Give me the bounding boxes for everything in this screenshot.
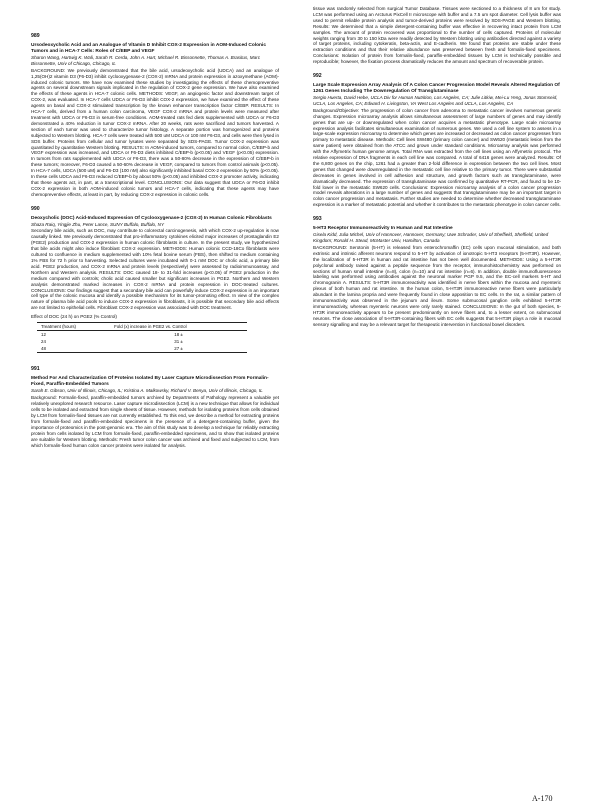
page-number: A-170 xyxy=(532,794,553,803)
abstract-number: 993 xyxy=(313,216,322,223)
abstract-991-continued xyxy=(313,6,561,65)
abstract-title: Ursodeoxycholic Acid and an Analogue of Vitamin D Inhibit COX-2 Expression in AOM-Induced Colonic Tumors and in HCA-7 Cells: Roles of C/EBP and VEGF xyxy=(31,42,266,54)
abstract-989 xyxy=(31,34,279,198)
table-row xyxy=(37,331,247,339)
abstract-number: 989 xyxy=(31,33,40,39)
table-cell: 48 xyxy=(41,345,46,351)
abstract-authors: Shaza Raiq, Yingjie Zhu, Peter Lance, SUNY Buffalo, Buffalo, NY xyxy=(31,221,165,227)
right-column xyxy=(313,6,561,337)
abstract-body: BACKGROUND: Serotonin (5-HT) is released from enterochromaffin (EC) cells upon mucosal stimulation, and both extrinsic and intrinsic afferent neurons respond to 5-HT by activation of ionotropic 5-HT3 receptors (5-HT3R). However, the localization of 5-HT3R in human and rat intestine has not been well documented. METHODS: Using a 5-HT3R polyclonal antibody raised against a peptide sequence from the receptor, immunohistochemistry was performed on sections of human small intestine (n=8), colon (n=10) and rat intestine (n=6). In addition, double immunofluorescence labeling was performed using antibodies against the neuronal marker PGP 9.5, and the EC-cell markers 5-HT and chromogranin A. RESULTS: 5-HT3R immunoreactivity was identified in nerve fibers within the mucosa and myenteric plexus of both human and rat intestine. In the human colon, 5-HT3R immunoreactive nerve fibers were particularly abundant in the lamina propria and were frequently found in close apposition to EC cells. In the rat, a similar pattern of immunoreactivity was observed in the jejunum and ileum. Some submucosal ganglion cells exhibited 5-HT3R immunoreactivity, whereas myenteric neurons were only rarely stained. CONCLUSIONS: In the gut of both species, 5-HT3R immunoreactivity appears to be present predominantly on nerve fibers and, to a lesser extent, on submucosal neurons. The close association of 5-HT3R-containing fibers with EC cells suggests that 5-HT3R plays a role in mucosal sensory signalling and may be a relevant target for therapeutic intervention in functional bowel disorders. xyxy=(313,244,561,327)
abstract-authors: Sergio Huerta, David Hebe, UCLA Div for Human Nutrition, Los Angeles, CA; Julie Litkiw, Mei-Lu Yeng, Jonas Stomseid, UCLA, Los Angeles, CA; Edward H. Livingston, VA West Los Angeles and UCLA, Los Angeles, CA xyxy=(313,94,558,106)
abstract-body: Background/Objective: The progression of colon cancer from adenoma to metastatic cancer involves numerous genetic changes. Expression microarray analysis allows simultaneous assessment of large numbers of genes and may identify genes that are up- or downregulated when colon cancer acquires a metastatic phenotype. Large scale microarray expression analysis facilitates simultaneous examination of numerous genes. We used a cell line system to assess in a large-scale expression microarray to determine which genes are increased or decreased as colon cancer progresses from primary to metastatic disease. Methods: Cell lines SW480 (primary colon cancer) and SW620 (metastatic lesion from the same patient) were obtained from the ATCC and grown under standard conditions. Microarray analysis was performed with the Affymetrix human genome arrays. Total RNA was extracted from the cell lines using an Affymetrix protocol. The relative expression of DNA fragments in each cell line was compared. A total of 6416 genes were analyzed. Results: Of the 6,800 genes on the chip, 1261 had a greater than 2-fold difference in expression between the two cell lines. Most genes that changed were downregulated in the metastatic cell line relative to the primary tumor. There were substantial decreases in genes involved in cell adhesion and structure, and growth factors such as transglutaminase, were dramatically decreased. The expression of transglutaminase was confirmed by quantitative RT-PCR, and found to be 10-fold lower in the metastatic SW620 cells. Conclusions: Expression microarray analysis of a colon cancer progression model reveals alterations in a large number of genes and suggests that transglutaminase may be an important target in colon cancer progression and metastasis. Further studies are needed to determine whether decreased transglutaminase expression is a marker of metastatic potential and whether it contributes to the metastatic phenotype in colon cancer cells. xyxy=(313,107,561,208)
table-header-cell: Treatment (hours) xyxy=(41,323,76,329)
abstract-title: Method For And Characterization Of Proteins Isolated By Laser Capture Microdissection From Formalin-Fixed, Paraffin-Embedded Tumors xyxy=(31,376,269,388)
table-row xyxy=(37,345,247,353)
abstract-body: Background: Formalin-fixed, paraffin-embedded tumors archived by Departments of Pathology represent a valuable yet relatively unexplored research resource. Laser capture microdissection (LCM) is a new technique that allows for individual cells to be isolated and extracted from single sheets of tissue. However, methods for isolating proteins from cells obtained by LCM from formalin-fixed tissues are not currently established. To this end, we describe a method for extracting proteins from formalin-fixed and paraffin-embedded specimens in the presence of a detergent-containing buffer, given the importance of proteomics in the post-genomic era. The aim of this study was to develop a technique for reliably extracting protein from cells isolated by LCM from formalin-fixed, paraffin-embedded specimens, and to show that isolated proteins are suitable for Western blotting. Methods: Fresh tumor colon cancer was archived and fixed and subjected to LCM, from which formalin-fixed human colon cancer proteins were isolated for analysis. xyxy=(31,395,279,448)
abstract-number: 990 xyxy=(31,205,40,212)
table-cell: 27 ± xyxy=(174,345,183,351)
abstract-body: Secondary bile acids, such as DOC, may contribute to colorectal carcinogenesis, with which COX-2 up-regulation is now causally linked. We previously demonstrated that pro-inflammatory cytokines elicited major increases of prostaglandin E2 (PGE2) production and COX-2 expression in human colonic fibroblasts in culture. In the present study, we hypothesized that bile acids might also induce fibroblast COX-2 expression. METHODS: Human colonic CCD-18Co fibroblasts were cultured to confluence in medium supplemented with 10% fetal bovine serum (FBS), then shifted to medium containing 1% FBS for 72 h prior to harvesting. Selected cultures were incubated with 0-1 mM DOC or cholic acid, a primary bile acid. PGE2 production, and COX-2 mRNA and protein levels (respectively) were assessed by radioimmunoassay, and Northern and Western analysis. RESULTS: DOC caused 18- to 31-fold increases (p<0.05) of PGE2 production in the medium compared with controls; cholic acid caused smaller but significant increases in PGE2. Northern and Western analysis demonstrated marked increases in COX-2 mRNA and protein expression in DOC-treated cultures. CONCLUSIONS: Our findings suggest that a secondary bile acid can powerfully induce COX-2 expression in an important cell type of the colonic mucosa and identify a possible mechanism for its tumor-promoting effect. In view of the complex nature of plasma bile acid pools to induce COX-2 expression in fibroblasts, it is possible that secondary bile acid effects are not limited to epithelial cells. Fibroblast COX-2 expression was associated with DOC treatment. xyxy=(31,228,279,311)
table-header-cell: Fold (x) increase in PGE2 vs. Control xyxy=(114,323,187,329)
abstract-title: 5-HT3 Receptor Immunoreactivity In Human and Rat Intestine xyxy=(313,226,453,232)
abstract-992 xyxy=(313,74,561,208)
table-cell: 24 xyxy=(41,338,46,344)
data-table xyxy=(37,322,247,353)
table-cell: 31 ± xyxy=(174,338,183,344)
abstract-authors: Sarah E. Gibson, Univ of Illinois, Chicago, IL; Kristina A. Malkowsky, Richard V. Benya, Univ of Illinois, Chicago, IL xyxy=(31,388,263,394)
abstract-number: 992 xyxy=(313,73,322,80)
abstract-authors: Gisela Kidd, Julia Michel, Univ of Hannover, Hannover, Germany; Uwe Schrader, Univ of Sheffield, Sheffield, United Kingdom; Ronald H. Stead, McMaster Univ, Hamilton, Canada xyxy=(313,232,549,243)
abstract-body: BACKGROUND: We previously demonstrated that the bile acid, ursodeoxycholic acid (UDCA) and an analogue of 1,25(OH)2 vitamin D3 (F6-D3) inhibit cyclooxygenase-2 (COX-2) mRNA and protein expression in azoxymethane (AOM)-induced colonic tumors. We have now examined these studies by investigating the effects of these chemopreventive agents on several downstream signals implicated in the regulation of COX-2 gene expression. We have also examined the effects of these agents in HCA-7 colonic cells. METHODS: VEGF, an angiogenic factor and downstream target of COX-2, was evaluated. In HCA-7 cells UDCA or F6-D3 inhibit COX-2 expression, we have examined the effect of these agents on basal and COX-2 stimulated transcription by the known enhancer transcription factor C/EBP. RESULTS: In HCA-7 cells, derived from a human colon carcinoma, VEGF COX-2 mRNA and protein levels were measured after treatment with UDCA or F6-D3 in serum-free conditions. AOM-treated rats fed diets supplemented with UDCA or F6-D3 demonstrated a 40% reduction in tumor COX-2 mRNA. After 20 weeks, rats were sacrificed and tumors harvested. A section of each tumor was used to characterize tumor histology. A separate portion was homogenized and proteins subjected to Western blotting. HCA-7 cells were treated with 500 uM UDCA or 100 nM F6-D3, and cells were then lysed in SDS buffer. Proteins from cellular and tumor lysates were separated by SDS-PAGE. Tumor COX-2 expression was quantitated by quantitative Western blotting. RESULTS: In AOM-induced tumors, compared to normal colon, C/EBP-b and VEGF expression was increased, and UDCA or F6-D3 diets inhibited C/EBP-b (p<0.05) and VEGF (p<0.05) expression. In tumors from rats supplemented with UDCA or F6-D3, there was a 50-80% decrease in the expression of C/EBP-b in these tumors; moreover, F6-D3 caused a 50-60% decrease in VEGF, compared to tumors from control animals (p<0.05). In HCA-7 cells, UDCA (500 uM) and F6-D3 (100 nM) also significantly inhibited basal COX-2 expression by 50% (p<0.05). In these cells UDCA and F6-D3 reduced C/EBP-b by about 50% (p<0.05) and inhibited COX-2 promoter activity, indicating that these agents act, in part, at a transcriptional level. CONCLUSIONS: Our data suggest that UDCA or F6-D3 inhibit COX-2 expression in both AOM-induced colonic tumors and HCA-7 cells, indicating that these agents may have chemopreventive effects, at least in part, by reducing COX-2 expression in colonic cells. xyxy=(31,67,279,197)
table-header-row xyxy=(37,323,247,331)
table-cell: 12 xyxy=(41,331,46,337)
abstract-990 xyxy=(31,207,279,364)
abstract-authors: Sharon Wang, Hartwig K. Wali, Sarah R. Cerda, John A. Hart, Michael R. Bissonnette, Thomas A. Brasitus, Marc Bissonnette, Univ of Chicago, Chicago, IL xyxy=(31,54,261,66)
table-cell: 18 ± xyxy=(174,331,183,337)
abstract-number: 991 xyxy=(31,366,40,373)
abstract-993 xyxy=(313,217,561,327)
abstract-991 xyxy=(31,367,279,448)
abstract-title: Large Scale Expression Array Analysis Of A Colon Cancer Progression Model Reveals Altered Regulation Of 1261 Genes Including The Downregulation Of Transglutaminase xyxy=(313,82,560,94)
left-column xyxy=(31,34,279,457)
table-row xyxy=(37,338,247,345)
abstract-body: tissue was randomly selected from surgical Tumor Database. Tissues were sectioned to a thickness of 8 um for study. LCM was performed using an Arcturus PixCell II microscope with buffer and a 7.5 um spot diameter. Cell lysis buffer was used to permit reliable protein analysis and tumor-derived proteins were resolved by SDS-PAGE and Western blotting. Results: We determined that a simple detergent-containing buffer was effective in recovering intact protein from LCM samples. The amount of protein recovered was proportional to the number of cells captured. Proteins of molecular weights ranging from 30 to 150 kDa were readily detected by Western blotting using antibodies directed against a variety of target proteins, including cytokeratin, beta-actin, and E-cadherin. We found that proteins are stable under these extraction conditions and that their relative abundance was preserved between fresh and formalin-fixed specimens. Conclusions: Isolation of protein from formalin-fixed, paraffin-embedded tissues by LCM is technically possible and reproducible; however, the fixation process dramatically reduces the amount and spectrum of recoverable protein. xyxy=(313,6,561,65)
table-caption: Effect of DOC (24 h) on PGE2 (% Control) xyxy=(31,314,117,320)
abstract-title: Deoxycholic (DOC) Acid-Induced Expression Of Cyclooxygenase-2 (COX-2) In Human Colonic Fibroblasts xyxy=(31,215,272,221)
